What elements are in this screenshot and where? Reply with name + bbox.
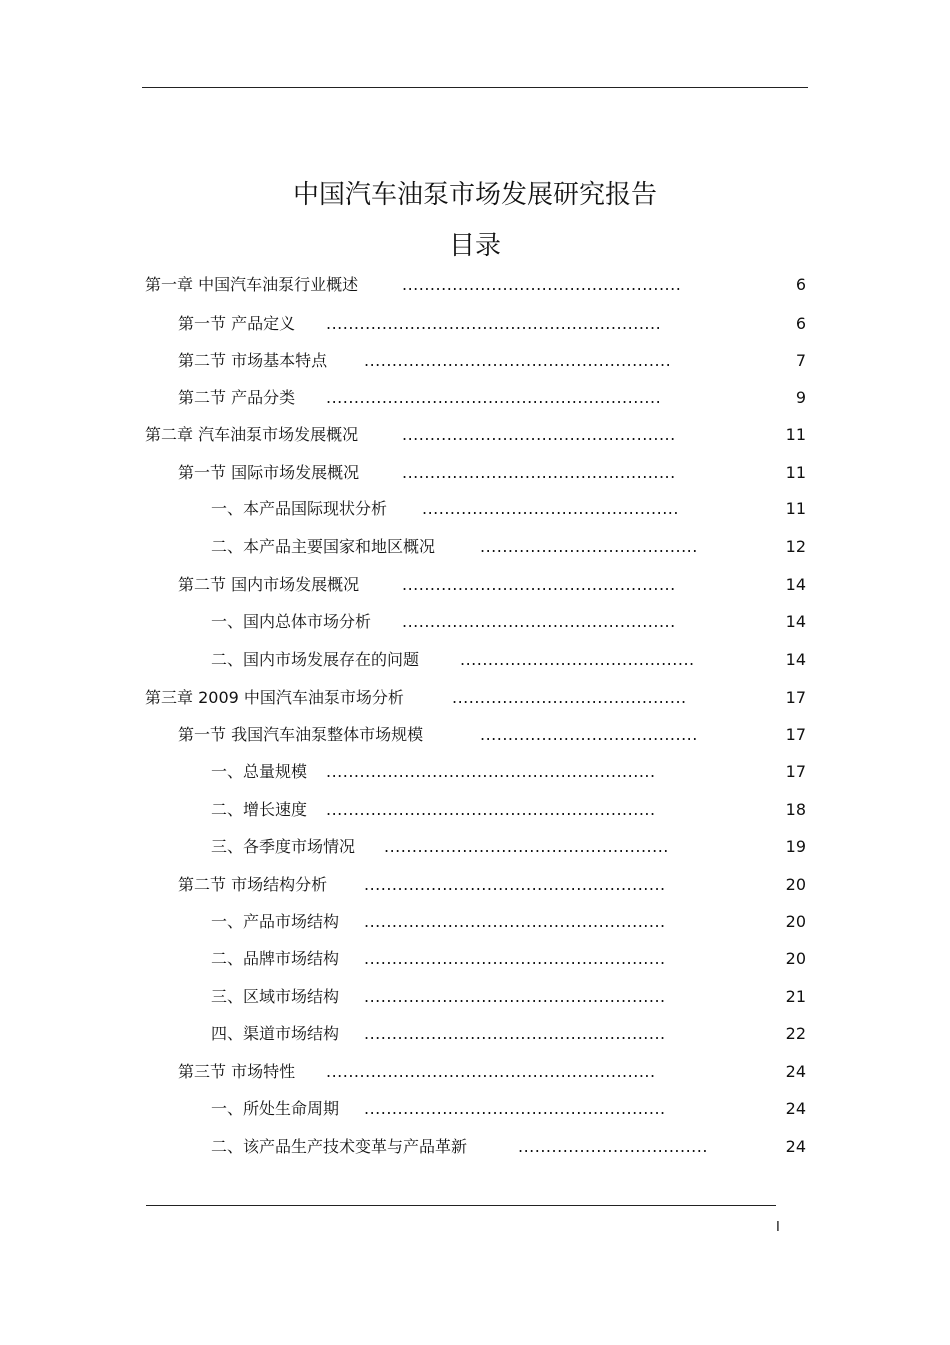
toc-entry-page: 20 — [785, 949, 806, 968]
toc-entry[interactable] — [178, 386, 295, 410]
toc-entry-label: 三、区域市场结构 — [211, 987, 340, 1006]
toc-entry-label: 第一节 国际市场发展概况 — [178, 463, 360, 482]
toc-entry[interactable] — [211, 985, 339, 1009]
toc-entry-label: 第二节 国内市场发展概况 — [178, 575, 360, 594]
toc-entry[interactable] — [145, 273, 358, 297]
toc-heading: 目录 — [448, 231, 501, 261]
toc-entry[interactable] — [211, 610, 371, 634]
toc-entry-page: 17 — [785, 762, 806, 781]
toc-entry-page: 11 — [785, 425, 806, 444]
toc-entry-label: 第一节 产品定义 — [178, 314, 296, 333]
toc-entry-label: 一、产品市场结构 — [211, 912, 340, 931]
toc-entry-page: 24 — [785, 1062, 806, 1081]
toc-entry[interactable] — [211, 760, 307, 784]
table-of-contents: 第一章 中国汽车油泵行业概述 .................................................. 6 第一节 产品定义 ............................................................ 6 第二节 市场基本特点 ....................................................... 7 第二节 产品分类 ............................................................ 9 第二章 汽车油泵市场发展概况 ................................................. 11 第一节 国际市场发展概况 ................................................. 11 一、本产品国际现状分析 .............................................. 11 二、本产品主要国家和地区概况 ....................................... 12 第二节 国内市场发展概况 ................................................. 14 一、国内总体市场分析 ................................................. 14 二、国内市场发展存在的问题 .......................................... 14 第三章 2009 中国汽车油泵市场分析 .......................................... 17 第一节 我国汽车油泵整体市场规模 ....................................... 17 一、总量规模 ........................................................... 17 二、增长速度 ........................................................... 18 三、各季度市场情况 ................................................... 19 第二节 市场结构分析 ...................................................... 20 一、产品市场结构 ...................................................... 20 二、品牌市场结构 ...................................................... 20 三、区域市场结构 ...................................................... 21 四、渠道市场结构 ...................................................... 22 第三节 市场特性 ........................................................... 24 一、所处生命周期 ...................................................... 24 二、该产品生产技术变革与产品革新 .................................. 24 — [0, 0, 950, 1345]
toc-entry-page: 24 — [785, 1099, 806, 1118]
toc-entry-page: 14 — [785, 575, 806, 594]
toc-entry-page: 19 — [785, 837, 806, 856]
toc-entry[interactable] — [178, 461, 359, 485]
toc-entry[interactable] — [211, 798, 307, 822]
toc-entry-page: 11 — [785, 463, 806, 482]
toc-entry-page: 20 — [785, 875, 806, 894]
toc-entry[interactable] — [211, 497, 387, 521]
toc-entry-page: 17 — [785, 725, 806, 744]
toc-entry-page: 9 — [795, 388, 806, 407]
toc-entry-label: 二、本产品主要国家和地区概况 — [211, 537, 436, 556]
toc-entry-label: 一、国内总体市场分析 — [211, 612, 372, 631]
toc-entry-label: 第二节 市场基本特点 — [178, 351, 328, 370]
toc-entry-page: 18 — [785, 800, 806, 819]
toc-entry-label: 一、总量规模 — [211, 762, 308, 781]
toc-entry[interactable] — [211, 835, 355, 859]
toc-entry-label: 一、所处生命周期 — [211, 1099, 340, 1118]
toc-entry[interactable] — [211, 1097, 339, 1121]
toc-entry[interactable] — [211, 910, 339, 934]
toc-entry-page: 6 — [795, 314, 806, 333]
toc-entry[interactable] — [178, 723, 423, 747]
toc-entry-page: 12 — [785, 537, 806, 556]
toc-entry-page: 7 — [795, 351, 806, 370]
toc-entry[interactable] — [145, 423, 358, 447]
toc-entry[interactable] — [211, 648, 419, 672]
toc-entry[interactable] — [178, 312, 295, 336]
toc-entry-label: 二、增长速度 — [211, 800, 308, 819]
toc-entry[interactable] — [211, 947, 339, 971]
toc-entry-page: 21 — [785, 987, 806, 1006]
toc-entry-page: 6 — [795, 275, 806, 294]
footer-rule — [146, 1205, 776, 1206]
toc-entry-label: 第三章 2009 中国汽车油泵市场分析 — [145, 688, 404, 707]
toc-entry-page: 20 — [785, 912, 806, 931]
toc-entry-label: 第三节 市场特性 — [178, 1062, 296, 1081]
toc-entry-label: 二、品牌市场结构 — [211, 949, 340, 968]
toc-entry-label: 第一节 我国汽车油泵整体市场规模 — [178, 725, 424, 744]
toc-entry-page: 14 — [785, 650, 806, 669]
toc-entry[interactable] — [211, 1022, 339, 1046]
toc-entry[interactable] — [145, 686, 404, 710]
toc-entry[interactable] — [178, 349, 327, 373]
toc-entry-label: 一、本产品国际现状分析 — [211, 499, 388, 518]
toc-entry-page: 14 — [785, 612, 806, 631]
toc-entry-page: 22 — [785, 1024, 806, 1043]
toc-entry-label: 二、国内市场发展存在的问题 — [211, 650, 420, 669]
toc-entry-label: 四、渠道市场结构 — [211, 1024, 340, 1043]
report-title: 中国汽车油泵市场发展研究报告 — [292, 180, 657, 210]
toc-entry-label: 第一章 中国汽车油泵行业概述 — [145, 275, 359, 294]
toc-entry-label: 第二节 市场结构分析 — [178, 875, 328, 894]
toc-entry[interactable] — [211, 1135, 467, 1159]
toc-entry[interactable] — [178, 873, 327, 897]
toc-entry-label: 三、各季度市场情况 — [211, 837, 356, 856]
toc-entry-page: 17 — [785, 688, 806, 707]
toc-entry-page: 11 — [785, 499, 806, 518]
toc-entry[interactable] — [178, 1060, 295, 1084]
toc-entry-label: 二、该产品生产技术变革与产品革新 — [211, 1137, 468, 1156]
toc-entry-label: 第二章 汽车油泵市场发展概况 — [145, 425, 359, 444]
toc-entry-page: 24 — [785, 1137, 806, 1156]
page-number: I — [776, 1220, 780, 1235]
toc-entry-label: 第二节 产品分类 — [178, 388, 296, 407]
toc-entry[interactable] — [178, 573, 359, 597]
toc-entry[interactable] — [211, 535, 435, 559]
